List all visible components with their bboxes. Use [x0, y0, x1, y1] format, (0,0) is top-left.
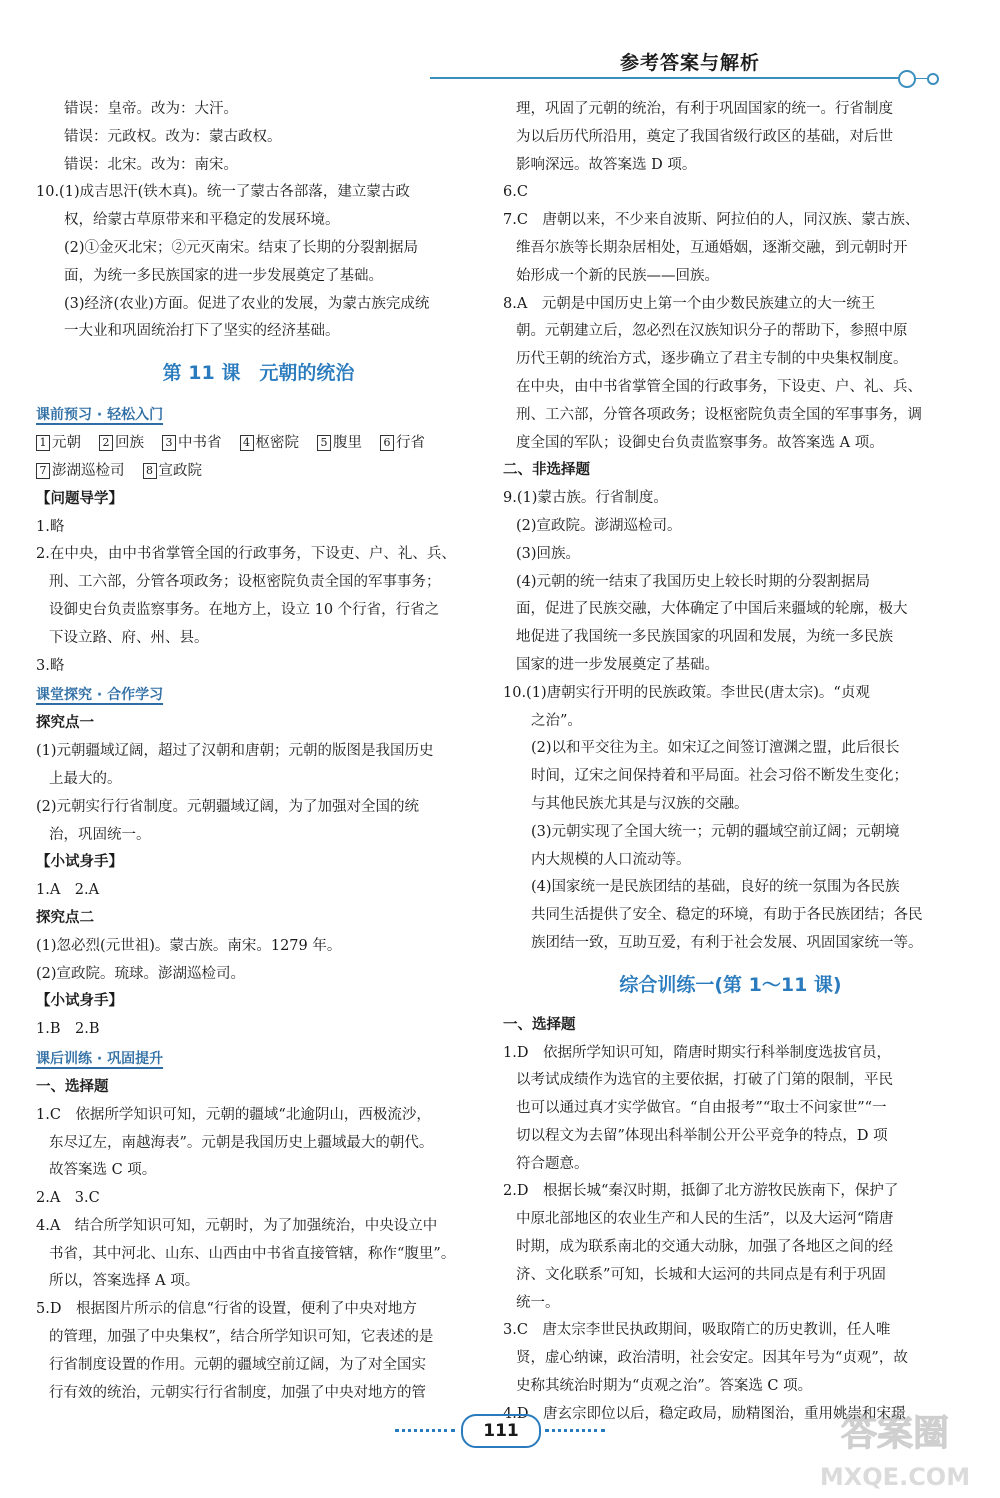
text-line: (2)宣政院。琉球。澎湖巡检司。: [36, 965, 246, 982]
review-title: 综合训练一(第 1～11 课): [619, 973, 842, 996]
text-line: 与其他民族尤其是与汉族的交融。: [531, 795, 749, 812]
text-line: 切以程文为去留”体现出科举制公开公平竞争的特点，D 项: [516, 1127, 888, 1144]
text-line: 2.在中央，由中书省掌管全国的行政事务，下设吏、户、礼、兵、: [36, 546, 456, 563]
text-line: (4)元朝的统一结束了我国历史上较长时期的分裂割据局: [516, 573, 871, 590]
text-line: (2)宣政院。澎湖巡检司。: [516, 517, 682, 534]
text-line: (1)元朝疆域辽阔，超过了汉朝和唐朝；元朝的版图是我国历史: [36, 743, 434, 760]
preview-item-text: 枢密院: [255, 435, 299, 452]
text-line: 4.A 结合所学知识可知，元朝时，为了加强统治，中央设立中: [36, 1217, 438, 1234]
text-line: 错误：皇帝。改为：大汗。: [64, 101, 238, 117]
text-line: 【小试身手】: [36, 854, 123, 871]
text-line: 3.略: [36, 657, 65, 674]
text-line: (3)经济(农业)方面。促进了农业的发展，为蒙古族完成统: [64, 295, 430, 312]
text-line: 行省制度设置的作用。元朝的疆域空前辽阔，为了对全国实: [49, 1356, 426, 1373]
section-preview: 课前预习 · 轻松入门: [36, 407, 164, 424]
number-box: 8: [143, 463, 157, 479]
text-line: 时期，成为联系南北的交通大动脉，加强了各地区之间的经: [516, 1239, 893, 1256]
text-line: 所以，答案选择 A 项。: [49, 1273, 200, 1290]
text-line: 1.C 依据所学知识可知，元朝的疆域“北逾阴山，西极流沙，: [36, 1106, 431, 1123]
text-line: 刑、工六部，分管各项政务；设枢密院负责全国的军事事务；: [49, 574, 441, 591]
text-line: 3.C 唐太宗李世民执政期间，吸取隋亡的历史教训，任人唯: [503, 1322, 891, 1339]
review-answers: [503, 1012, 958, 1429]
text-line: 地促进了我国统一多民族国家的巩固和发展，为统一多民族: [516, 629, 893, 646]
text-line: 1.B 2.B: [36, 1021, 100, 1038]
text-line: 6.C: [503, 184, 528, 201]
text-line: 一、选择题: [503, 1016, 576, 1033]
text-line: 书省，其中河北、山东、山西由中书省直接管辖，称作“腹里”。: [49, 1245, 456, 1262]
text-line: 【小试身手】: [36, 993, 123, 1010]
preview-item: [380, 435, 425, 451]
section-after-class: 课后训练 · 巩固提升: [36, 1050, 164, 1067]
text-line: 贤，虚心纳谏，政治清明，社会安定。因其年号为“贞观”，故: [516, 1350, 908, 1367]
text-line: 10.(1)唐朝实行开明的民族政策。李世民(唐太宗)。“贞观: [503, 684, 870, 701]
lesson-11-title: 第 11 课 元朝的统治: [162, 362, 355, 385]
after-class-answers: [36, 1074, 481, 1408]
text-line: 内大规模的人口流动等。: [531, 851, 691, 868]
header-title: 参考答案与解析: [619, 52, 760, 74]
preview-item: [317, 435, 362, 451]
text-line: 设御史台负责监察事务。在地方上，设立 10 个行省，行省之: [49, 601, 440, 618]
text-line: (2)①金灭北宋；②元灭南宋。结束了长期的分裂割据局: [64, 239, 419, 256]
right-column: [503, 96, 958, 1429]
text-line: 度全国的军队；设御史台负责监察事务。故答案选 A 项。: [516, 434, 884, 451]
preview-item-text: 腹里: [333, 435, 362, 452]
number-box: 7: [36, 463, 50, 479]
footer-dots-right: [545, 1429, 605, 1432]
text-line: 理，巩固了元朝的统治，有利于巩固国家的统一。行省制度: [516, 101, 893, 117]
text-line: 以考试成绩作为选官的主要依据，打破了门第的限制，平民: [516, 1072, 893, 1089]
preview-item: [143, 463, 203, 479]
text-line: 治，巩固统一。: [49, 826, 151, 843]
text-line: (3)回族。: [516, 545, 581, 562]
text-line: 探究点一: [36, 715, 94, 732]
header-circle-ornament-small: [927, 73, 939, 85]
text-line: 1.略: [36, 518, 65, 535]
text-line: 之治”。: [531, 712, 582, 729]
page-number: 111: [461, 1414, 541, 1448]
text-line: 8.A 元朝是中国历史上第一个由少数民族建立的大一统王: [503, 295, 876, 312]
text-line: 上最大的。: [49, 770, 122, 787]
text-line: 的管理，加强了中央集权”，结合所学知识可知，它表述的是: [49, 1329, 434, 1346]
preview-item: [99, 435, 144, 451]
preview-item: [240, 435, 300, 451]
inquiry-answers: [36, 710, 481, 1044]
preview-item-text: 行省: [396, 435, 425, 452]
text-line: 4.D 唐玄宗即位以后，稳定政局，励精图治，重用姚崇和宋璟: [503, 1405, 906, 1422]
preview-item-text: 宣政院: [158, 462, 202, 479]
after-class-answers-cont: [503, 96, 958, 958]
preview-item: [162, 435, 222, 451]
text-line: 刑、工六部，分管各项政务；设枢密院负责全国的军事事务，调: [516, 406, 922, 423]
text-line: 行有效的统治，元朝实行行省制度，加强了中央对地方的管: [49, 1384, 426, 1401]
preview-item-text: 回族: [115, 435, 144, 452]
number-box: 5: [317, 435, 331, 451]
svg-text:MXQE.COM: MXQE.COM: [819, 1463, 971, 1491]
text-line: 中原北部地区的农业生产和人民的生活”，以及大运河“隋唐: [516, 1211, 894, 1228]
preview-answers-row1: [36, 430, 481, 458]
left-column: [36, 96, 481, 1407]
text-line: 错误：北宋。改为：南宋。: [64, 156, 238, 173]
text-line: (4)国家统一是民族团结的基础，良好的统一氛围为各民族: [531, 879, 900, 896]
text-line: 【问题导学】: [36, 490, 123, 507]
text-line: 维吾尔族等长期杂居相处，互通婚姻，逐渐交融，到元朝时开: [516, 239, 908, 256]
text-line: 国家的进一步发展奠定了基础。: [516, 656, 719, 673]
text-line: 面，促进了民族交融，大体确定了中国后来疆域的轮廓，极大: [516, 601, 908, 618]
answers-lesson10-tail: [36, 96, 481, 346]
number-box: 2: [99, 435, 113, 451]
page-header: [430, 40, 970, 90]
text-line: (2)元朝实行行省制度。元朝疆域辽阔，为了加强对全国的统: [36, 798, 420, 815]
text-line: 始形成一个新的民族——回族。: [516, 267, 719, 284]
text-line: 二、非选择题: [503, 462, 590, 479]
text-line: 济、文化联系”可知，长城和大运河的共同点是有利于巩固: [516, 1266, 886, 1283]
text-line: 也可以通过真才实学做官。“自由报考”“取士不问家世”“一: [516, 1100, 887, 1117]
text-line: 权，给蒙古草原带来和平稳定的发展环境。: [64, 212, 340, 229]
header-tail: [914, 78, 928, 79]
preview-answers-row2: [36, 458, 481, 486]
text-line: 1.A 2.A: [36, 882, 100, 899]
text-line: 影响深远。故答案选 D 项。: [516, 156, 697, 173]
page-footer: [395, 1410, 605, 1450]
text-line: 族团结一致，互助互爱，有利于社会发展、巩固国家统一等。: [531, 934, 923, 951]
text-line: 为以后历代所沿用，奠定了我国省级行政区的基础，对后世: [516, 128, 893, 145]
text-line: (2)以和平交往为主。如宋辽之间签订澶渊之盟，此后很长: [531, 740, 900, 757]
footer-dots-left: [395, 1429, 455, 1432]
text-line: 共同生活提供了安全、稳定的环境，有助于各民族团结；各民: [531, 907, 923, 924]
text-line: 时间，辽宋之间保持着和平局面。社会习俗不断发生变化；: [531, 768, 908, 785]
text-line: 一、选择题: [36, 1078, 109, 1095]
number-box: 1: [36, 435, 50, 451]
guided-questions: [36, 486, 481, 681]
text-line: 2.A 3.C: [36, 1190, 100, 1207]
text-line: 下设立路、府、州、县。: [49, 629, 209, 646]
number-box: 6: [380, 435, 394, 451]
preview-item-text: 中书省: [178, 435, 222, 452]
svg-text:答案圈: 答案圈: [840, 1413, 950, 1454]
text-line: 面，为统一多民族国家的进一步发展奠定了基础。: [64, 267, 383, 284]
text-line: 1.D 依据所学知识可知，隋唐时期实行科举制度选拔官员，: [503, 1044, 891, 1061]
preview-item: [36, 463, 125, 479]
watermark-logo: [800, 1395, 990, 1495]
text-line: 5.D 根据图片所示的信息“行省的设置，便利了中央对地方: [36, 1301, 417, 1318]
text-line: 东尽辽左，南越海表”。元朝是我国历史上疆域最大的朝代。: [49, 1134, 434, 1151]
text-line: 朝。元朝建立后，忽必烈在汉族知识分子的帮助下，参照中原: [516, 323, 908, 340]
text-line: 故答案选 C 项。: [49, 1162, 157, 1179]
preview-item: [36, 435, 81, 451]
text-line: 在中央，由中书省掌管全国的行政事务，下设吏、户、礼、兵、: [516, 378, 922, 395]
text-line: 探究点二: [36, 909, 94, 926]
text-line: 历代王朝的统治方式，逐步确立了君主专制的中央集权制度。: [516, 351, 908, 368]
text-line: 错误：元政权。改为：蒙古政权。: [64, 128, 282, 145]
text-line: (1)忽必烈(元世祖)。蒙古族。南宋。1279 年。: [36, 937, 342, 954]
text-line: 2.D 根据长城“秦汉时期，抵御了北方游牧民族南下，保护了: [503, 1183, 899, 1200]
preview-item-text: 元朝: [52, 435, 81, 452]
text-line: 一大业和巩固统治打下了坚实的经济基础。: [64, 323, 340, 340]
text-line: 符合题意。: [516, 1155, 589, 1172]
number-box: 4: [240, 435, 254, 451]
text-line: 9.(1)蒙古族。行省制度。: [503, 490, 668, 507]
header-rule: [430, 77, 900, 79]
text-line: 10.(1)成吉思汗(铁木真)。统一了蒙古各部落，建立蒙古政: [36, 184, 410, 201]
number-box: 3: [162, 435, 176, 451]
preview-item-text: 澎湖巡检司: [52, 462, 125, 479]
text-line: 7.C 唐朝以来，不少来自波斯、阿拉伯的人，同汉族、蒙古族、: [503, 212, 920, 229]
text-line: 史称其统治时期为“贞观之治”。答案选 C 项。: [516, 1378, 813, 1395]
text-line: (3)元朝实现了全国大统一；元朝的疆域空前辽阔；元朝境: [531, 823, 900, 840]
header-circle-ornament: [898, 70, 916, 88]
text-line: 统一。: [516, 1294, 560, 1311]
section-class-inquiry: 课堂探究 · 合作学习: [36, 687, 164, 704]
